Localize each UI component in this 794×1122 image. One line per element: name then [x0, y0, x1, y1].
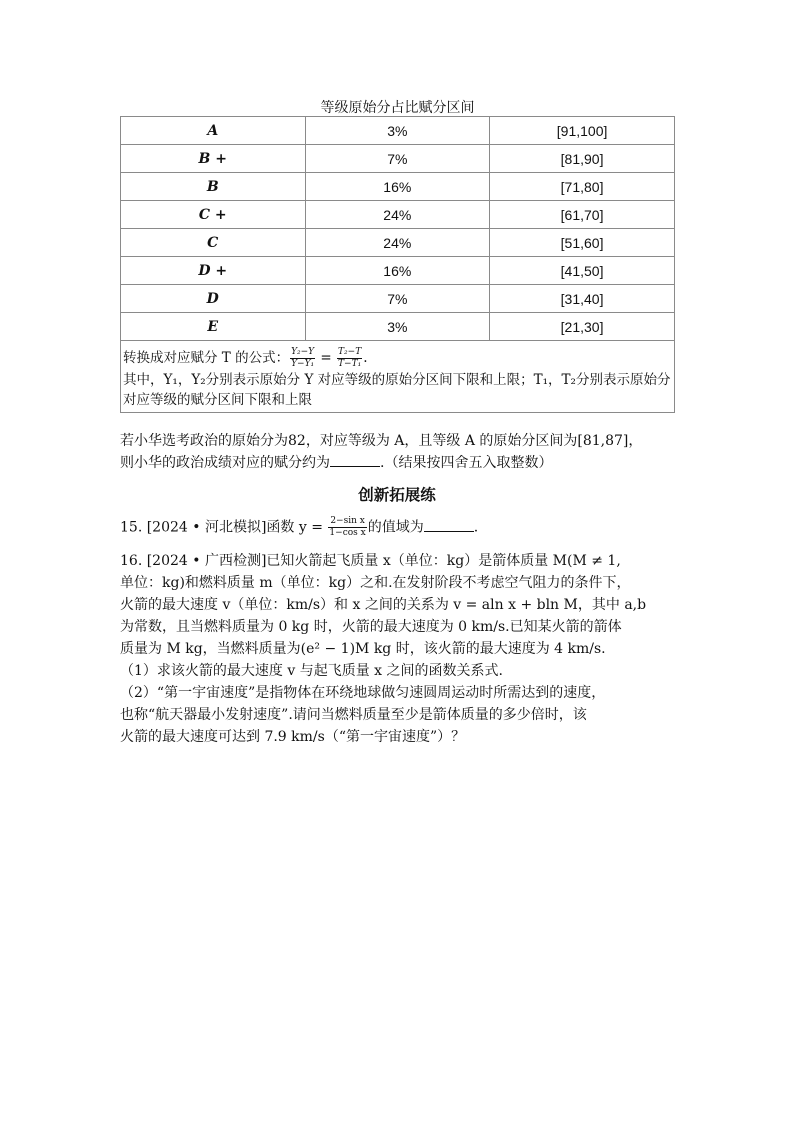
ratio-cell: 16% — [305, 257, 490, 285]
table-note — [121, 341, 675, 413]
ratio-cell: 7% — [305, 145, 490, 173]
q16-line: 也称“航天器最小发射速度”.请问当燃料质量至少是箭体质量的多少倍时，该 — [120, 707, 587, 723]
q15-suffix: 的值域为 — [367, 519, 424, 536]
ratio-cell: 24% — [305, 201, 490, 229]
table-row — [121, 145, 675, 173]
question-14-tail — [120, 430, 676, 474]
question-15 — [120, 516, 676, 539]
grade-cell: D + — [121, 257, 306, 285]
range-cell: [91,100] — [490, 117, 675, 145]
ratio-cell: 24% — [305, 229, 490, 257]
ratio-cell: 16% — [305, 173, 490, 201]
fraction-denominator: Y−Y₁ — [291, 359, 315, 369]
table-row — [121, 285, 675, 313]
q16-part-1: （1）求该火箭的最大速度 v 与起飞质量 x 之间的函数关系式. — [120, 663, 503, 679]
q14-line-2 — [120, 452, 676, 474]
answer-blank[interactable] — [424, 517, 474, 532]
formula-left-fraction — [290, 347, 315, 370]
answer-blank[interactable] — [330, 452, 380, 467]
q16-line: 质量为 M kg，当燃料质量为(e² − 1)M kg 时，该火箭的最大速度为 4 km/s. — [120, 641, 606, 657]
grade-table — [120, 116, 675, 413]
table-row — [121, 229, 675, 257]
formula-prefix: 转换成对应赋分 T 的公式： — [123, 350, 290, 366]
formula-end: . — [363, 350, 368, 366]
fraction-denominator: T−T₁ — [338, 359, 362, 369]
q14-text: 则小华的政治成绩对应的赋分约为 — [120, 455, 330, 471]
q16-line: 为常数，且当燃料质量为 0 kg 时，火箭的最大速度为 0 km/s.已知某火箭的箭体 — [120, 619, 622, 635]
q16-line: 火箭的最大速度可达到 7.9 km/s（“第一宇宙速度”）？ — [120, 729, 466, 745]
q15-fraction — [328, 516, 366, 539]
note-explanation: 其中，Y₁，Y₂分别表示原始分 Y 对应等级的原始分区间下限和上限；T₁，T₂分别表示原始分对应等级的赋分区间下限和上限 — [123, 372, 671, 408]
q15-end: . — [473, 519, 479, 536]
range-cell: [21,30] — [490, 313, 675, 341]
fraction-denominator: 1−cos x — [329, 528, 366, 538]
ratio-cell: 3% — [305, 117, 490, 145]
table-row — [121, 313, 675, 341]
q16-line: 火箭的最大速度 v（单位：km/s）和 x 之间的关系为 v = aln x + bln M，其中 a,b — [120, 597, 647, 613]
grade-cell: B — [121, 173, 306, 201]
q14-suffix: .（结果按四舍五入取整数） — [380, 455, 553, 471]
grade-cell: B + — [121, 145, 306, 173]
range-cell: [51,60] — [490, 229, 675, 257]
table-row — [121, 117, 675, 145]
q15-prefix: 15. [2024 • 河北模拟]函数 y = — [120, 519, 328, 536]
q16-line: 单位：kg)和燃料质量 m（单位：kg）之和.在发射阶段不考虑空气阻力的条件下， — [120, 575, 631, 591]
range-cell: [41,50] — [490, 257, 675, 285]
fraction-numerator: T₂−T — [338, 347, 362, 357]
grade-cell: E — [121, 313, 306, 341]
range-cell: [31,40] — [490, 285, 675, 313]
fraction-numerator: 2−sin x — [330, 516, 365, 526]
ratio-cell: 3% — [305, 313, 490, 341]
range-cell: [61,70] — [490, 201, 675, 229]
table-note-row — [121, 341, 675, 413]
q16-line: 16. [2024 • 广西检测]已知火箭起飞质量 x（单位：kg）是箭体质量 M(M ≠ 1, — [120, 553, 621, 569]
question-16 — [120, 550, 676, 748]
table-row — [121, 257, 675, 285]
formula-right-fraction — [337, 347, 362, 370]
grade-cell: A — [121, 117, 306, 145]
table-row — [121, 201, 675, 229]
formula-equals: = — [316, 350, 337, 366]
q14-line-1: 若小华选考政治的原始分为82，对应等级为 A，且等级 A 的原始分区间为[81,87]， — [120, 433, 643, 449]
q16-part-2: （2）“第一宇宙速度”是指物体在环绕地球做匀速圆周运动时所需达到的速度， — [120, 685, 606, 701]
fraction-numerator: Y₂−Y — [291, 347, 315, 357]
table-row — [121, 173, 675, 201]
grade-cell: D — [121, 285, 306, 313]
table-caption: 等级原始分占比赋分区间 — [320, 100, 475, 116]
section-title: 创新拓展练 — [358, 486, 436, 504]
range-cell: [71,80] — [490, 173, 675, 201]
grade-cell: C — [121, 229, 306, 257]
grade-cell: C + — [121, 201, 306, 229]
range-cell: [81,90] — [490, 145, 675, 173]
ratio-cell: 7% — [305, 285, 490, 313]
